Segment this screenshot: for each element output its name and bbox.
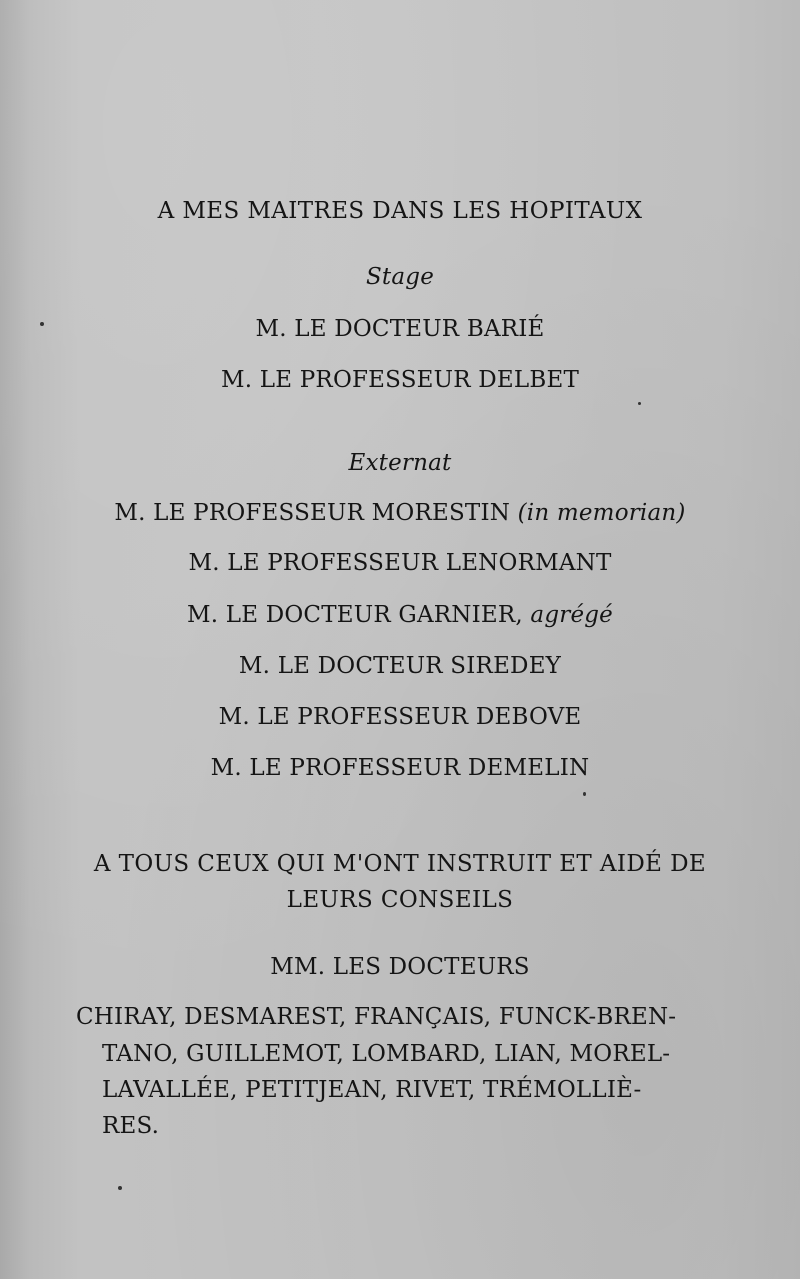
externat-name-lenormant: M. LE PROFESSEUR LENORMANT <box>188 550 612 576</box>
paper-speck <box>638 402 641 405</box>
externat-name-siredey: M. LE DOCTEUR SIREDEY <box>238 653 562 679</box>
garnier-title: agrégé <box>530 602 613 628</box>
stage-label: Stage <box>365 264 435 290</box>
stage-name-barie: M. LE DOCTEUR BARIÉ <box>255 316 545 342</box>
doctors-list-line-4: RES. <box>102 1113 160 1139</box>
doctors-list-line-1: CHIRAY, DESMAREST, FRANÇAIS, FUNCK-BREN- <box>76 1004 677 1030</box>
dedication-heading-hospitals: A MES MAITRES DANS LES HOPITAUX <box>157 198 643 224</box>
morestin-note: (in memorian) <box>517 500 686 526</box>
paper-speck <box>118 1186 122 1190</box>
doctors-list-line-2: TANO, GUILLEMOT, LOMBARD, LIAN, MOREL- <box>102 1041 671 1067</box>
doctors-list-line-3: LAVALLÉE, PETITJEAN, RIVET, TRÉMOLLIÈ- <box>102 1077 642 1103</box>
dedication-heading-advisors-line2: LEURS CONSEILS <box>286 887 514 913</box>
doctors-subheading: MM. LES DOCTEURS <box>270 954 530 980</box>
garnier-name: M. LE DOCTEUR GARNIER, <box>186 602 523 628</box>
morestin-name: M. LE PROFESSEUR MORESTIN <box>114 500 511 526</box>
stage-name-delbet: M. LE PROFESSEUR DELBET <box>221 367 579 393</box>
externat-name-demelin: M. LE PROFESSEUR DEMELIN <box>210 755 590 781</box>
externat-label: Externat <box>348 450 452 476</box>
dedication-heading-advisors-line1: A TOUS CEUX QUI M'ONT INSTRUIT ET AIDÉ DE <box>93 851 707 877</box>
paper-speck <box>583 792 586 796</box>
externat-name-morestin <box>0 502 800 525</box>
externat-name-debove: M. LE PROFESSEUR DEBOVE <box>218 704 582 730</box>
externat-name-garnier <box>0 604 800 627</box>
